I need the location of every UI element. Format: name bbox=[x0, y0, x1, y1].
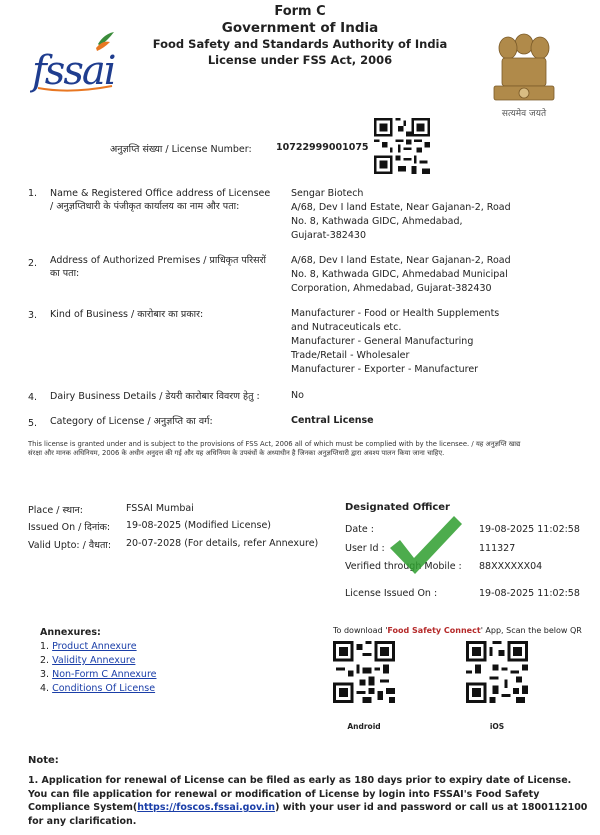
place-label: Place / स्थान: bbox=[28, 505, 84, 516]
validity-annexure-link[interactable]: Validity Annexure bbox=[52, 655, 136, 666]
issued-on-value: 19-08-2025 (Modified License) bbox=[126, 520, 272, 531]
value-line: Gujarat-382430 bbox=[291, 230, 366, 241]
app-name: Food Safety Connect bbox=[387, 626, 481, 635]
conditions-of-license-link[interactable]: Conditions Of License bbox=[52, 683, 156, 694]
row-number: 5. bbox=[28, 418, 38, 429]
national-emblem bbox=[484, 22, 564, 122]
license-disclaimer: This license is granted under and is subject to the provisions of FSS Act, 2006 all of which must be complied with by the licensee. / यह अनुज्ञप्ति खाद्य संरक्षा और मानक अधिनियम, 2006 के अधीन अनुदत्त की गई और यह अधिनियम के उपबंधों के अध्याधीन है जिनका अनुज्ञप्तिधारी द्वारा अवश्य पालन किया जाना चाहिए. bbox=[28, 440, 521, 457]
value-line: and Nutraceuticals etc. bbox=[291, 322, 402, 333]
value-line: Sengar Biotech bbox=[291, 188, 364, 199]
annexure-number: 4. bbox=[40, 683, 50, 694]
note-text-before: Application for renewal of License can be filed as early as 180 days prior to expiry date of License. You can file application for renewal or modification of License by login into FSSAI's Food Safety Compliance System( bbox=[28, 775, 572, 813]
value-line: Corporation, Ahmedabad, Gujarat-382430 bbox=[291, 283, 492, 294]
annexure-item bbox=[40, 655, 135, 666]
authority-title: Food Safety and Standards Authority of India bbox=[152, 37, 448, 51]
designated-officer-title: Designated Officer bbox=[345, 502, 450, 513]
download-prefix: To download ' bbox=[333, 626, 388, 635]
act-title: License under FSS Act, 2006 bbox=[207, 53, 393, 67]
form-title: Form C bbox=[274, 4, 326, 19]
registered-office-label: Name & Registered Office address of Licensee / अनुज्ञप्तिधारी के पंजीकृत कार्यालय का नाम और पता: bbox=[50, 188, 271, 212]
svg-text:सत्यमेव जयते: सत्यमेव जयते bbox=[501, 109, 547, 119]
value-line: Manufacturer - Food or Health Supplements bbox=[291, 308, 500, 319]
note-title: Note: bbox=[28, 755, 59, 766]
value-line: Manufacturer - Exporter - Manufacturer bbox=[291, 364, 479, 375]
officer-date-value: 19-08-2025 11:02:58 bbox=[479, 524, 580, 535]
annexure-item bbox=[40, 669, 156, 680]
renewal-note bbox=[28, 774, 588, 828]
value-line: Trade/Retail - Wholesaler bbox=[291, 350, 410, 361]
annexure-item bbox=[40, 683, 155, 694]
license-qr-code[interactable] bbox=[374, 118, 430, 174]
row-number: 3. bbox=[28, 310, 38, 321]
svg-text:fssai: fssai bbox=[32, 48, 115, 94]
dairy-business-value: No bbox=[291, 390, 304, 401]
fssai-logo bbox=[30, 30, 130, 100]
premises-address-label: Address of Authorized Premises / प्राधिकृत परिसरों का पता: bbox=[50, 255, 266, 279]
annexure-number: 1. bbox=[40, 641, 50, 652]
dairy-business-label: Dairy Business Details / डेयरी कारोबार विवरण हेतु : bbox=[50, 391, 260, 402]
non-form-c-annexure-link[interactable]: Non-Form C Annexure bbox=[52, 669, 157, 680]
license-category-value: Central License bbox=[291, 415, 374, 426]
business-kind-value bbox=[291, 307, 536, 377]
ios-label: iOS bbox=[489, 722, 505, 731]
row-number: 4. bbox=[28, 392, 38, 403]
foscos-link[interactable]: https://foscos.fssai.gov.in bbox=[137, 802, 276, 813]
officer-date-label: Date : bbox=[345, 524, 374, 535]
registered-office-value bbox=[291, 187, 536, 243]
valid-upto-label: Valid Upto: / वैधता: bbox=[28, 540, 112, 551]
value-line: Manufacturer - General Manufacturing bbox=[291, 336, 474, 347]
verified-mobile-value: 88XXXXXX04 bbox=[479, 561, 543, 572]
annexure-item bbox=[40, 641, 137, 652]
valid-upto-value: 20-07-2028 (For details, refer Annexure) bbox=[126, 538, 319, 549]
government-title: Government of India bbox=[221, 20, 379, 36]
download-suffix: ' App, Scan the below QR bbox=[480, 626, 582, 635]
license-issued-on-label: License Issued On : bbox=[345, 588, 438, 599]
business-kind-label: Kind of Business / कारोबार का प्रकार: bbox=[50, 309, 204, 320]
issued-on-label: Issued On / दिनांक: bbox=[28, 522, 111, 533]
value-line: No. 8, Kathwada GIDC, Ahmedabad Municipal bbox=[291, 269, 508, 280]
user-id-label: User Id : bbox=[345, 543, 385, 554]
value-line: No. 8, Kathwada GIDC, Ahmedabad, bbox=[291, 216, 463, 227]
license-category-label: Category of License / अनुज्ञप्ति का वर्ग: bbox=[50, 416, 213, 427]
verified-mobile-label: Verified through Mobile : bbox=[345, 561, 462, 572]
row-number: 1. bbox=[28, 188, 38, 199]
user-id-value: 111327 bbox=[479, 543, 516, 554]
value-line: A/68, Dev I land Estate, Near Gajanan-2, Road bbox=[291, 202, 511, 213]
annexure-number: 2. bbox=[40, 655, 50, 666]
android-label: Android bbox=[347, 722, 381, 731]
download-app-instruction bbox=[333, 626, 582, 635]
premises-address-value bbox=[291, 254, 536, 296]
note-number: 1. bbox=[28, 775, 39, 786]
license-number-label: अनुज्ञप्ति संख्या / License Number: bbox=[110, 144, 252, 155]
place-value: FSSAI Mumbai bbox=[126, 503, 194, 514]
license-issued-on-value: 19-08-2025 11:02:58 bbox=[479, 588, 580, 599]
license-number: 10722999001075 bbox=[276, 142, 369, 153]
value-line: A/68, Dev I land Estate, Near Gajanan-2, Road bbox=[291, 255, 511, 266]
annexures-title: Annexures: bbox=[40, 627, 101, 638]
note-text-after: ) with your user id and password or call us at 1800112100 for any clarification. bbox=[28, 802, 588, 827]
product-annexure-link[interactable]: Product Annexure bbox=[52, 641, 137, 652]
ios-qr-code[interactable] bbox=[466, 641, 528, 703]
row-number: 2. bbox=[28, 258, 38, 269]
annexure-number: 3. bbox=[40, 669, 50, 680]
verified-checkmark-icon bbox=[386, 512, 466, 578]
android-qr-code[interactable] bbox=[333, 641, 395, 703]
